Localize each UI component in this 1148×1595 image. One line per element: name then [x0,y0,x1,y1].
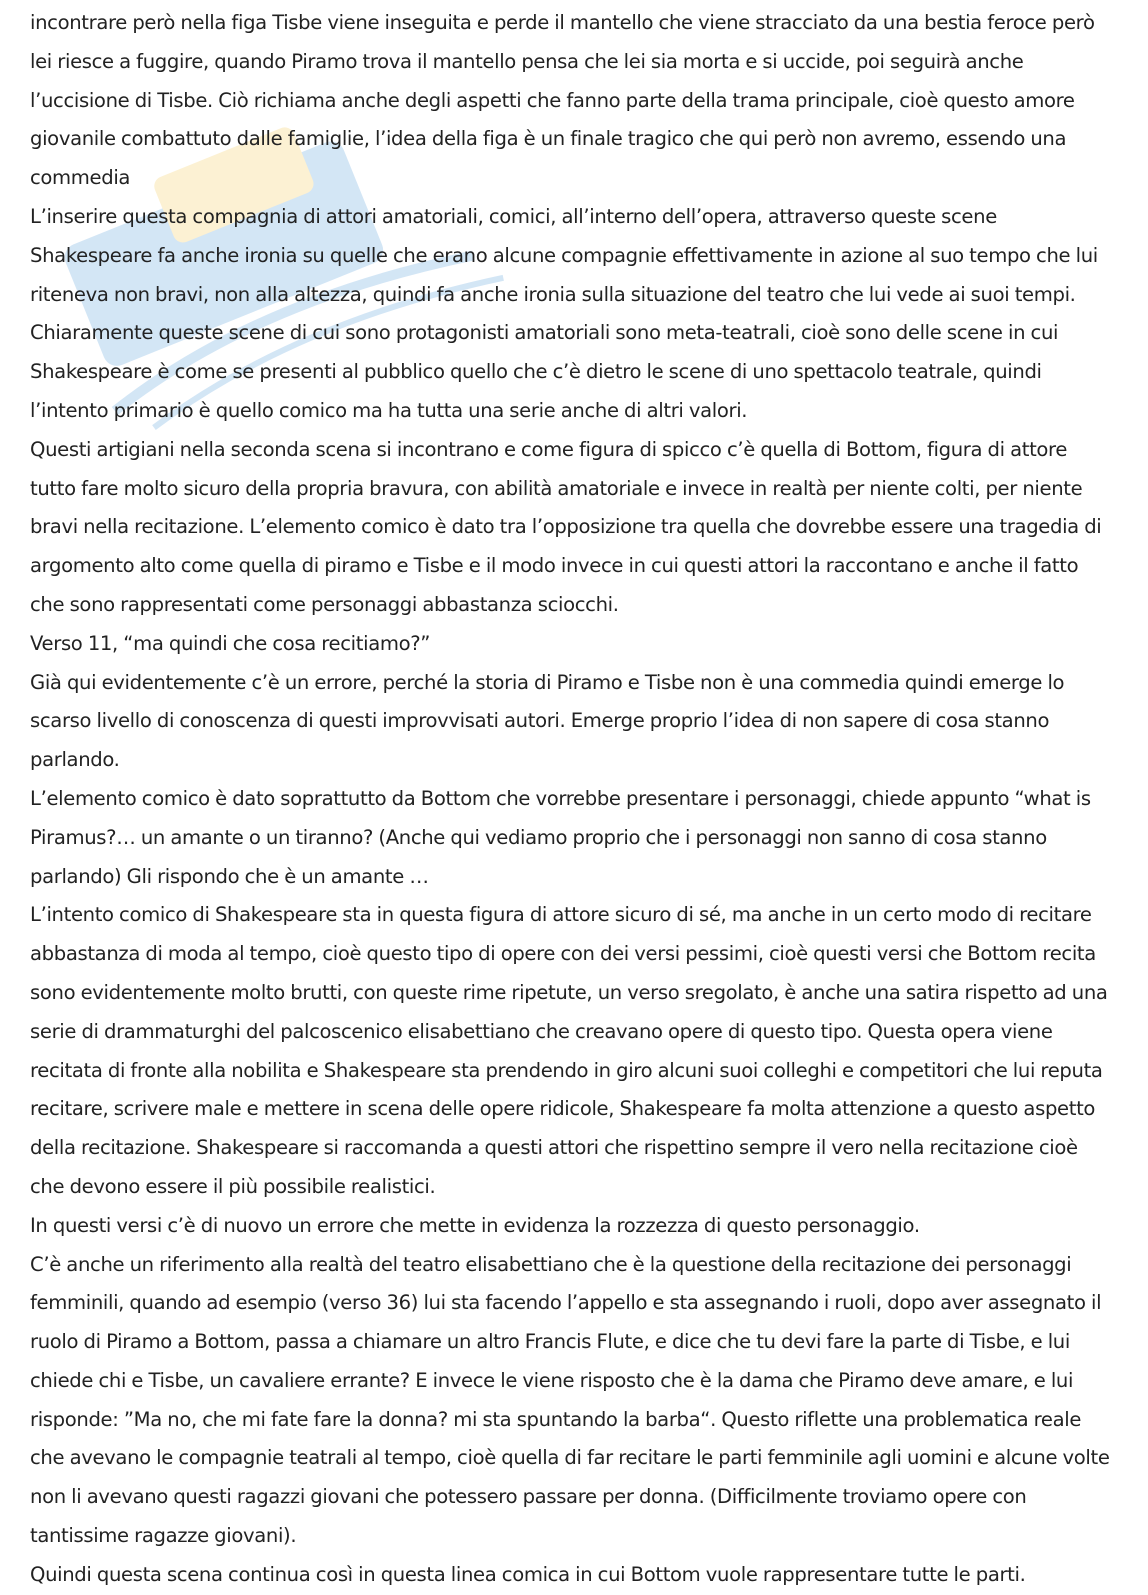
paragraph-9: C’è anche un riferimento alla realtà del teatro elisabettiano che è la questione della recitazione dei personaggi femminili, quando ad esempio (verso 36) lui sta facendo l’appello e sta assegnando i ruoli, dopo aver assegnato il ruolo di Piramo a Bottom, passa a chiamare un altro Francis Flute, e dice che tu devi fare la parte di Tisbe, e lui chiede chi e Tisbe, un cavaliere errante? E invece le viene risposto che è la dama che Piramo deve amare, e lui risponde: ”Ma no, che mi fate fare la donna? mi sta spuntando la barba“. Questo riflette una problematica reale che avevano le compagnie teatrali al tempo, cioè quella di far recitare le parti femminile agli uomini e alcune volte non li avevano questi ragazzi giovani che potessero passare per donna. (Difficilmente troviamo opere con tantissime ragazze giovani). [30,1252,1110,1548]
paragraph-2: L’inserire questa compagnia di attori amatoriali, comici, all’interno dell’opera, attraverso queste scene Shakespeare fa anche ironia su quelle che erano alcune compagnie effettivamente in azione al suo tempo che lui riteneva non bravi, non alla altezza, quindi fa anche ironia sulla situazione del teatro che lui vede ai suoi tempi. Chiaramente queste scene di cui sono protagonisti amatoriali sono meta-teatrali, cioè sono delle scene in cui Shakespeare è come se presenti al pubblico quello che c’è dietro le scene di uno spettacolo teatrale, quindi l’intento primario è quello comico ma ha tutta una serie anche di altri valori. [30,204,1098,422]
paragraph-3: Questi artigiani nella seconda scena si incontrano e come figura di spicco c’è quella di Bottom, figura di attore tutto fare molto sicuro della propria bravura, con abilità amatoriale e invece in realtà per niente colti, per niente bravi nella recitazione. L’elemento comico è dato tra l’opposizione tra quella che dovrebbe essere una tragedia di argomento alto come quella di piramo e Tisbe e il modo invece in cui questi attori la raccontano e anche il fatto che sono rappresentati come personaggi abbastanza sciocchi. [30,437,1102,616]
paragraph-10: Quindi questa scena continua così in questa linea comica in cui Bottom vuole rappresentare tutte le parti. [30,1562,1026,1586]
paragraph-6: L’elemento comico è dato soprattutto da Bottom che vorrebbe presentare i personaggi, chiede appunto “what is Piramus?… un amante o un tiranno? (Anche qui vediamo proprio che i personaggi non sanno di cosa stanno parlando) Gli rispondo che è un amante … [30,786,1091,888]
paragraph-5: Già qui evidentemente c’è un errore, perché la storia di Piramo e Tisbe non è una commedia quindi emerge lo scarso livello di conoscenza di questi improvvisati autori. Emerge proprio l’idea di non sapere di cosa stanno parlando. [30,670,1065,772]
paragraph-8: In questi versi c’è di nuovo un errore che mette in evidenza la rozzezza di questo personaggio. [30,1213,920,1237]
document-body [30,4,1116,1595]
paragraph-4: Verso 11, “ma quindi che cosa recitiamo?” [30,631,431,655]
paragraph-1: incontrare però nella figa Tisbe viene inseguita e perde il mantello che viene stracciato da una bestia feroce però lei riesce a fuggire, quando Piramo trova il mantello pensa che lei sia morta e si uccide, poi seguirà anche l’uccisione di Tisbe. Ciò richiama anche degli aspetti che fanno parte della trama principale, cioè questo amore giovanile combattuto dalle famiglie, l’idea della figa è un finale tragico che qui però non avremo, essendo una commedia [30,11,1095,190]
paragraph-7: L’intento comico di Shakespeare sta in questa figura di attore sicuro di sé, ma anche in un certo modo di recitare abbastanza di moda al tempo, cioè questo tipo di opere con dei versi pessimi, cioè questi versi che Bottom recita sono evidentemente molto brutti, con queste rime ripetute, un verso sregolato, è anche una satira rispetto ad una serie di drammaturghi del palcoscenico elisabettiano che creavano opere di questo tipo. Questa opera viene recitata di fronte alla nobilita e Shakespeare sta prendendo in giro alcuni suoi colleghi e competitori che lui reputa recitare, scrivere male e mettere in scena delle opere ridicole, Shakespeare fa molta attenzione a questo aspetto della recitazione. Shakespeare si raccomanda a questi attori che rispettino sempre il vero nella recitazione cioè che devono essere il più possibile realistici. [30,903,1108,1198]
